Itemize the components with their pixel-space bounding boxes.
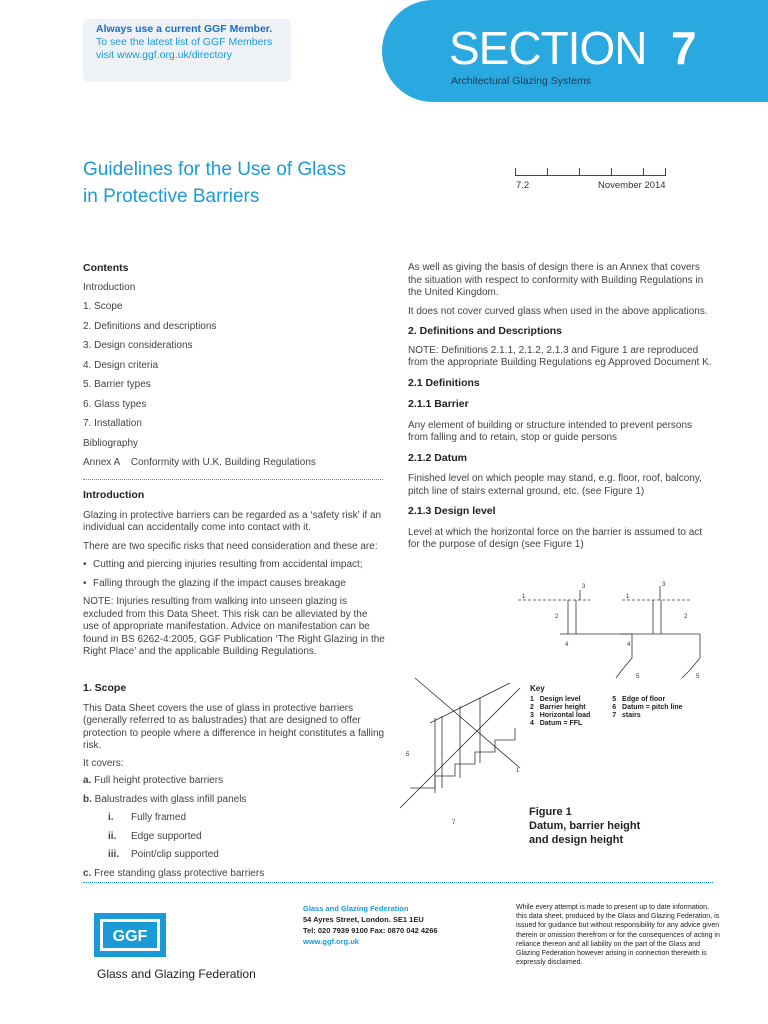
contact-phone: Tel: 020 7939 9100 Fax: 0870 042 4266 [303,926,438,935]
contents-item: Introduction [83,281,136,293]
contents-item: Annex A Conformity with U.K. Building Regulations [83,457,316,468]
scope-heading: 1. Scope [83,682,127,694]
datum-definition: Finished level on which people may stand, e.g. floor, roof, balcony, pitch line of stairs external ground, etc. (see Figure 1) [408,473,702,497]
svg-text:3: 3 [582,584,586,590]
contents-heading: Contents [83,262,129,274]
reference-tick [547,168,548,176]
website-link[interactable]: www.ggf.org.uk [303,937,359,946]
svg-text:1: 1 [516,768,520,774]
scope-item-a: a. Full height protective barriers [83,775,224,786]
organisation-name: Glass and Glazing Federation [97,967,256,981]
svg-text:4: 4 [565,642,569,648]
key-title: Key [530,684,545,693]
key-item: 3 Horizontal load [530,712,591,719]
reference-tick [665,168,666,176]
key-item: 1 Design level [530,696,581,703]
contents-item: 2. Definitions and descriptions [83,320,217,332]
definitions-subheading: 2.1 Definitions [408,376,480,389]
introduction-paragraph: Glazing in protective barriers can be regarded as a ‘safety risk’ if an individual can accidentally come into contact with it. [83,509,382,533]
bullet-text: Cutting and piercing injuries resulting from accidental impact; [93,559,363,570]
contents-item: 4. Design criteria [83,359,159,371]
scope-paragraph: It covers: [83,757,124,769]
body-paragraph: It does not cover curved glass when used in the above applications. [408,305,708,317]
ggf-logo [94,913,166,957]
svg-text:7: 7 [452,820,456,826]
svg-text:2: 2 [684,614,688,620]
title-line-2: in Protective Barriers [83,186,260,207]
scope-item-c: c. Free standing glass protective barriers [83,867,265,879]
body-paragraph: As well as giving the basis of design there is an Annex that covers the situation with respect to conformity with Building Regulations in the United Kingdom. [408,262,704,298]
contact-name: Glass and Glazing Federation [303,904,409,913]
reference-date: November 2014 [598,180,666,191]
footer-divider [83,882,713,883]
scope-section [83,682,386,880]
design-level-definition: Level at which the horizontal force on the barrier is assumed to act for the purpose of design (see Figure 1) [408,526,703,550]
member-notice [83,19,291,82]
introduction-paragraph: There are two specific risks that need consideration and these are: [83,540,378,552]
section-word: SECTION [449,22,647,74]
notice-line-2: To see the latest list of GGF Members [96,36,273,48]
title-line-1: Guidelines for the Use of Glass [83,159,346,180]
scope-subitem-i: i. Fully framed [108,812,187,823]
reference-tick [515,168,516,176]
key-item: 7 stairs [612,712,641,719]
scope-subitem-iii: iii. Point/clip supported [108,849,219,860]
notice-line-3[interactable]: visit www.ggf.org.uk/directory [96,49,232,61]
bullet-icon: • [83,577,87,589]
introduction-note: NOTE: Injuries resulting from walking into unseen glazing is excluded from this Data Sheet. This risk can be alleviated by the use of appropriate manifestation. Advice on manifestation can be found in BS 6262-4:2005, GGF Publication ‘The Right Glazing in the Right Place’ and the applicable Building Regulations. [83,596,385,657]
key-item: 4 Datum = FFL [530,720,583,727]
reference-tick [611,168,612,176]
definitions-note: NOTE: Definitions 2.1.1, 2.1.2, 2.1.3 and Figure 1 are reproduced from the appropriate Building Regulations eg Approved Document K. [408,344,712,368]
logo-text: GGF [112,928,148,945]
svg-text:3: 3 [662,582,666,588]
key-item: 5 Edge of floor [612,696,666,703]
contents-item: 1. Scope [83,301,123,312]
contents-item: 7. Installation [83,418,142,429]
key-item: 6 Datum = pitch line [612,704,683,711]
design-level-heading: 2.1.3 Design level [408,505,496,517]
key-column [530,696,590,728]
definitions-column [408,262,713,552]
document-title [83,156,346,210]
bullet-item [83,578,386,591]
figure-caption: Figure 1 Datum, barrier height and design height [529,806,641,846]
bullet-text: Falling through the glazing if the impact causes breakage [93,577,346,589]
contents-item: 6. Glass types [83,398,147,410]
reference-number: 7.2 [516,180,530,191]
svg-text:2: 2 [555,614,559,620]
svg-text:5: 5 [406,752,410,758]
notice-line-1: Always use a current GGF Member. [96,23,273,35]
contact-address: 54 Ayres Street, London. SE1 1EU [303,915,424,924]
contents-item: Bibliography [83,437,139,449]
contents-item: 3. Design considerations [83,340,193,351]
figure-key [530,685,683,728]
svg-text:1: 1 [522,594,526,600]
contents-item: 5. Barrier types [83,379,151,390]
contact-block [303,903,438,947]
scope-subitem-ii: ii. Edge supported [108,830,202,842]
barrier-definition: Any element of building or structure intended to prevent persons from falling and to retain, stop or guide persons [408,419,693,443]
key-column [612,696,682,728]
datum-heading: 2.1.2 Datum [408,451,467,464]
scope-item-b: b. Balustrades with glass infill panels [83,793,247,805]
section-number: 7 [671,22,697,74]
definitions-heading: 2. Definitions and Descriptions [408,325,563,337]
scope-paragraph: This Data Sheet covers the use of glass in protective barriers (generally referred to as balustrades) that are designed to offer protection to people where a difference in height constitutes a falling risk. [83,702,385,751]
reference-tick [579,168,580,176]
contents [83,262,343,477]
contents-divider [83,479,383,480]
introduction-heading: Introduction [83,489,145,501]
reference-tick [643,168,644,176]
svg-text:4: 4 [627,642,631,648]
svg-text:5: 5 [696,674,700,680]
disclaimer: While every attempt is made to present up to date information, this data sheet, produced by the Glass and Glazing Federation, is issued for guidance but without responsibility for any advice given therein or omission therefrom or for the consequences of acting in reliance thereon and all liability on the part of the Glass and Glazing Federation however arising in connection therewith is expressly disclaimed. [516,904,720,967]
section-subtitle: Architectural Glazing Systems [451,75,592,87]
svg-text:5: 5 [636,674,640,680]
svg-text:1: 1 [626,594,630,600]
introduction-section [83,489,386,665]
bullet-item [83,559,386,572]
key-item: 2 Barrier height [530,704,586,711]
barrier-heading: 2.1.1 Barrier [408,398,469,410]
bullet-icon: • [83,559,87,570]
